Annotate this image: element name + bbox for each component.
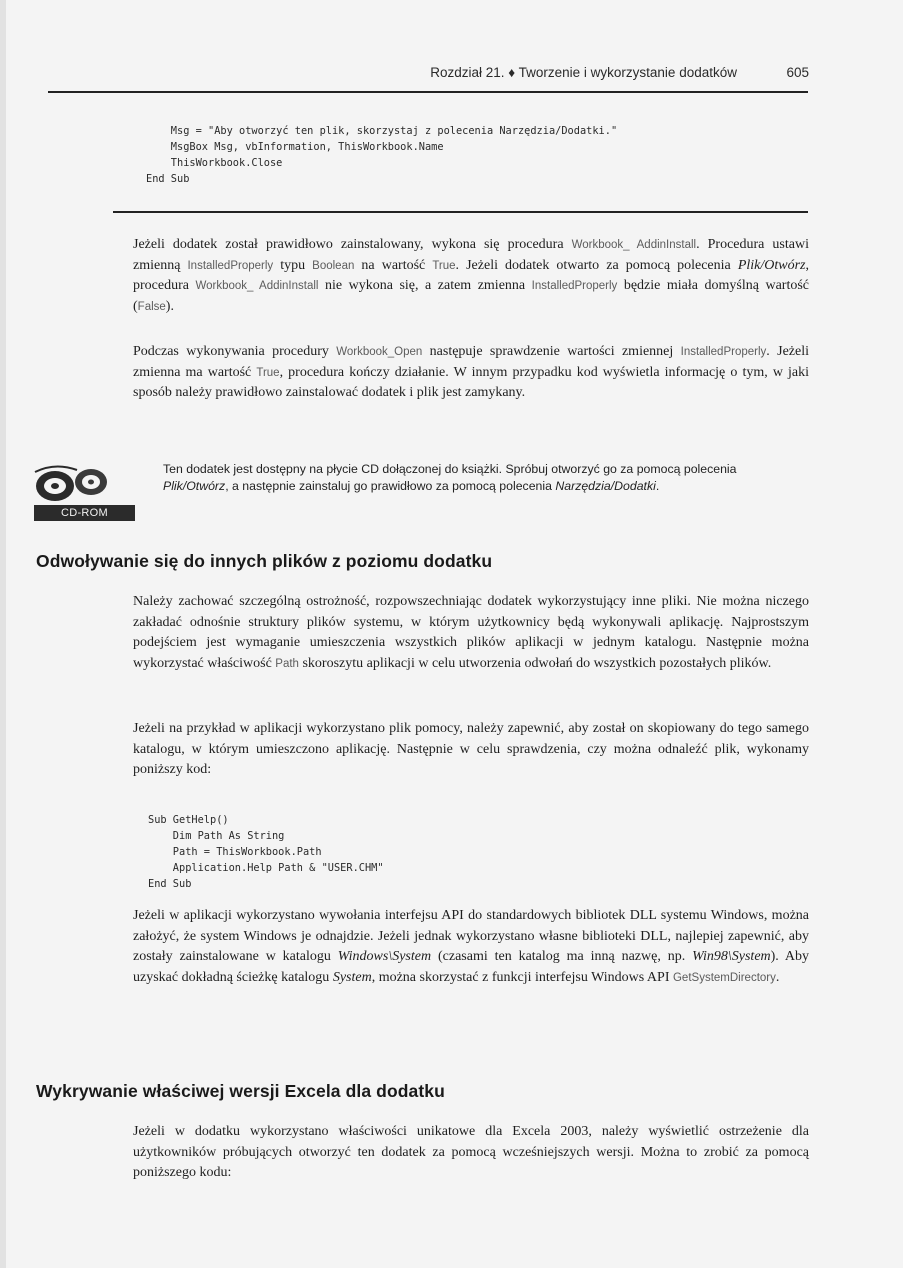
paragraph-excel-version: Jeżeli w dodatku wykorzystano właściwości unikatowe dla Excela 2003, należy wyświetlić ostrzeżenie dla użytkowników próbujących otworzyć ten dodatek za pomocą wcześniejszych wersji. Można to zrobić za pomocą poniższego kodu: xyxy=(133,1124,809,1180)
section-heading-excel-version: Wykrywanie właściwej wersji Excela dla dodatku xyxy=(36,1081,445,1101)
code-listing-gethelp: Sub GetHelp() Dim Path As String Path = ThisWorkbook.Path Application.Help Path & "USER.CHM" End Sub xyxy=(148,814,384,890)
paragraph-dll: Jeżeli w aplikacji wykorzystano wywołania interfejsu API do standardowych bibliotek DLL systemu Windows, można założyć, że system Windows je odnajdzie. Jeżeli jednak wykorzystano własne biblioteki DLL, najlepiej zapewnić, aby zostały zainstalowane w katalogu Windows\System (czasami ten katalog ma inną nazwę, np. Win98\System). Aby uzyskać dokładną ścieżkę katalogu System, można skorzystać z funkcji interfejsu Windows API GetSystemDirectory. xyxy=(133,908,810,985)
listing-end-rule xyxy=(113,211,808,213)
chapter-title: Rozdział 21. ♦ Tworzenie i wykorzystanie dodatków xyxy=(430,65,737,80)
paragraph-workbook-open: Podczas wykonywania procedury Workbook_Open następuje sprawdzenie wartości zmiennej InstalledProperly. Jeżeli zmienna ma wartość True, procedura kończy działanie. W innym przypadku kod wyświetla informację o tym, w jaki sposób należy prawidłowo zainstalować dodatek i plik jest zamykany. xyxy=(133,344,810,400)
cd-rom-note: Ten dodatek jest dostępny na płycie CD dołączonej do książki. Spróbuj otworzyć go za pomocą polecenia Plik/Otwórz, a następnie zainstaluj go prawidłowo za pomocą polecenia Narzędzia/Dodatki. xyxy=(163,462,737,493)
header-rule xyxy=(48,91,808,93)
code-listing-workbook-open-end: Msg = "Aby otworzyć ten plik, skorzystaj z polecenia Narzędzia/Dodatki." MsgBox Msg, vbInformation, ThisWorkbook.Name ThisWorkbook.Close End Sub xyxy=(146,125,618,185)
paragraph-file-distribution: Należy zachować szczególną ostrożność, rozpowszechniając dodatek wykorzystujący inne pliki. Nie można niczego zakładać odnośnie struktury plików systemu, w którym użytkownicy będą wykonywali aplikację. Najprostszym podejściem jest wymaganie umieszczenia wszystkich plików aplikacji w jednym katalogu. Następnie można wykorzystać właściwość Path skoroszytu aplikacji w celu utworzenia odwołań do wszystkich pozostałych plików. xyxy=(133,594,809,671)
cd-rom-badge: CD-ROM xyxy=(34,505,135,521)
running-head xyxy=(48,65,823,93)
paragraph-help-file: Jeżeli na przykład w aplikacji wykorzystano plik pomocy, należy zapewnić, aby został on skopiowany do tego samego katalogu, w którym umieszczono aplikację. Następnie w celu sprawdzenia, czy można odnaleźć plik, wykonamy poniższy kod: xyxy=(133,721,809,777)
section-heading-other-files: Odwoływanie się do innych plików z poziomu dodatku xyxy=(36,551,493,571)
page-number: 605 xyxy=(786,65,809,80)
paragraph-addin-install: Jeżeli dodatek został prawidłowo zainstalowany, wykona się procedura Workbook_ AddinInstall. Procedura ustawi zmienną InstalledProperly typu Boolean na wartość True. Jeżeli dodatek otwarto za pomocą polecenia Plik/Otwórz, procedura Workbook_ AddinInstall nie wykona się, a zatem zmienna InstalledProperly będzie miała domyślną wartość (False). xyxy=(133,237,809,314)
page-edge-shadow xyxy=(0,0,6,1268)
